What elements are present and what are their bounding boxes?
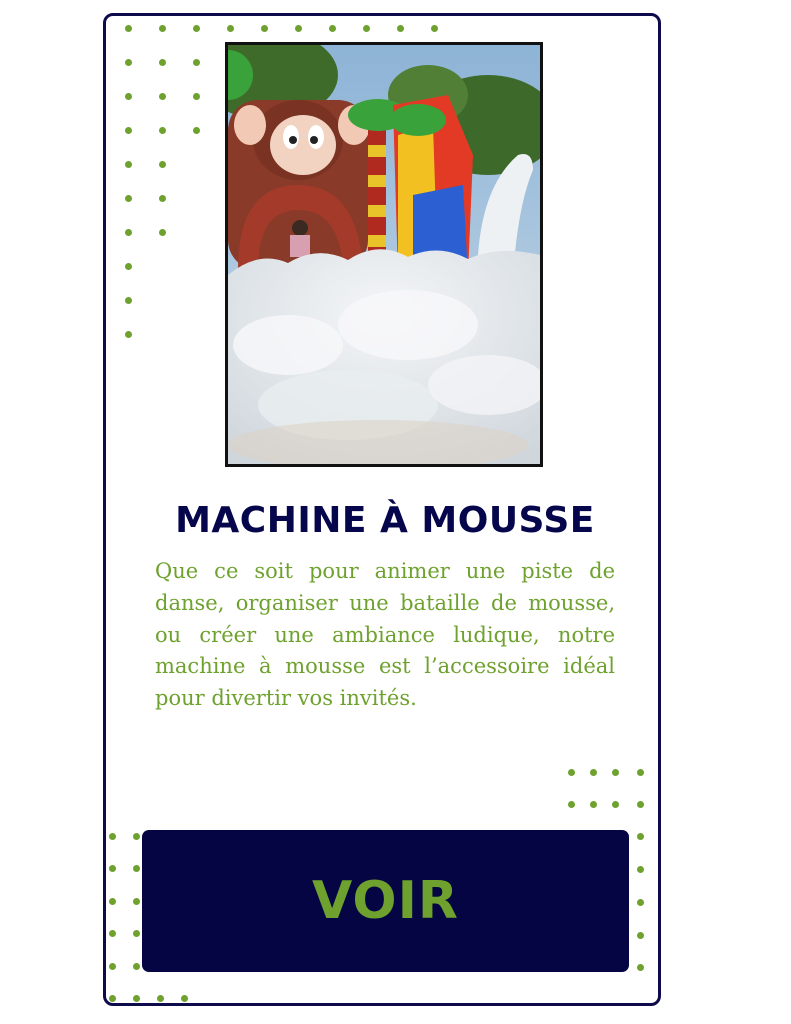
decorative-dot <box>159 59 166 66</box>
decorative-dot <box>109 865 116 872</box>
decorative-dot <box>193 93 200 100</box>
decorative-dot <box>159 195 166 202</box>
decorative-dot <box>125 297 132 304</box>
decorative-dot <box>125 229 132 236</box>
decorative-dot <box>637 899 644 906</box>
decorative-dot <box>109 930 116 937</box>
decorative-dot <box>637 866 644 873</box>
decorative-dot <box>125 59 132 66</box>
decorative-dot <box>193 59 200 66</box>
decorative-dot <box>125 195 132 202</box>
decorative-dot <box>568 769 575 776</box>
decorative-dot <box>125 331 132 338</box>
decorative-dot <box>637 769 644 776</box>
decorative-dot <box>193 25 200 32</box>
decorative-dot <box>590 769 597 776</box>
decorative-dot <box>637 932 644 939</box>
voir-button[interactable] <box>142 830 629 972</box>
decorative-dot <box>227 25 234 32</box>
decorative-dot <box>612 769 619 776</box>
decorative-dot <box>159 229 166 236</box>
decorative-dot <box>159 25 166 32</box>
product-photo <box>225 42 543 467</box>
decorative-dot <box>125 93 132 100</box>
product-title: MACHINE À MOUSSE <box>175 500 595 541</box>
decorative-dot <box>125 127 132 134</box>
product-description: Que ce soit pour animer une piste de danse, organiser une bataille de mousse, ou créer une ambiance ludique, notre machine à mousse est l’accessoire idéal pour divertir vos invités. <box>155 559 615 711</box>
decorative-dot <box>109 833 116 840</box>
decorative-dot <box>363 25 370 32</box>
decorative-dot <box>133 865 140 872</box>
decorative-dot <box>193 127 200 134</box>
decorative-dot <box>159 161 166 168</box>
decorative-dot <box>133 898 140 905</box>
decorative-dot <box>637 801 644 808</box>
voir-button-label: VOIR <box>312 871 459 931</box>
decorative-dot <box>612 801 619 808</box>
decorative-dot <box>109 898 116 905</box>
decorative-dot <box>133 833 140 840</box>
decorative-dot <box>125 25 132 32</box>
decorative-dot <box>133 930 140 937</box>
decorative-dot <box>159 127 166 134</box>
decorative-dot <box>261 25 268 32</box>
decorative-dot <box>109 995 116 1002</box>
decorative-dot <box>109 963 116 970</box>
decorative-dot <box>329 25 336 32</box>
decorative-dot <box>431 25 438 32</box>
decorative-dot <box>133 963 140 970</box>
foam-party-image <box>228 45 540 464</box>
decorative-dot <box>157 995 164 1002</box>
decorative-dot <box>590 801 597 808</box>
decorative-dot <box>637 964 644 971</box>
decorative-dot <box>637 833 644 840</box>
decorative-dot <box>568 801 575 808</box>
decorative-dot <box>133 995 140 1002</box>
decorative-dot <box>125 161 132 168</box>
decorative-dot <box>397 25 404 32</box>
decorative-dot <box>181 995 188 1002</box>
decorative-dot <box>159 93 166 100</box>
decorative-dot <box>295 25 302 32</box>
decorative-dot <box>125 263 132 270</box>
